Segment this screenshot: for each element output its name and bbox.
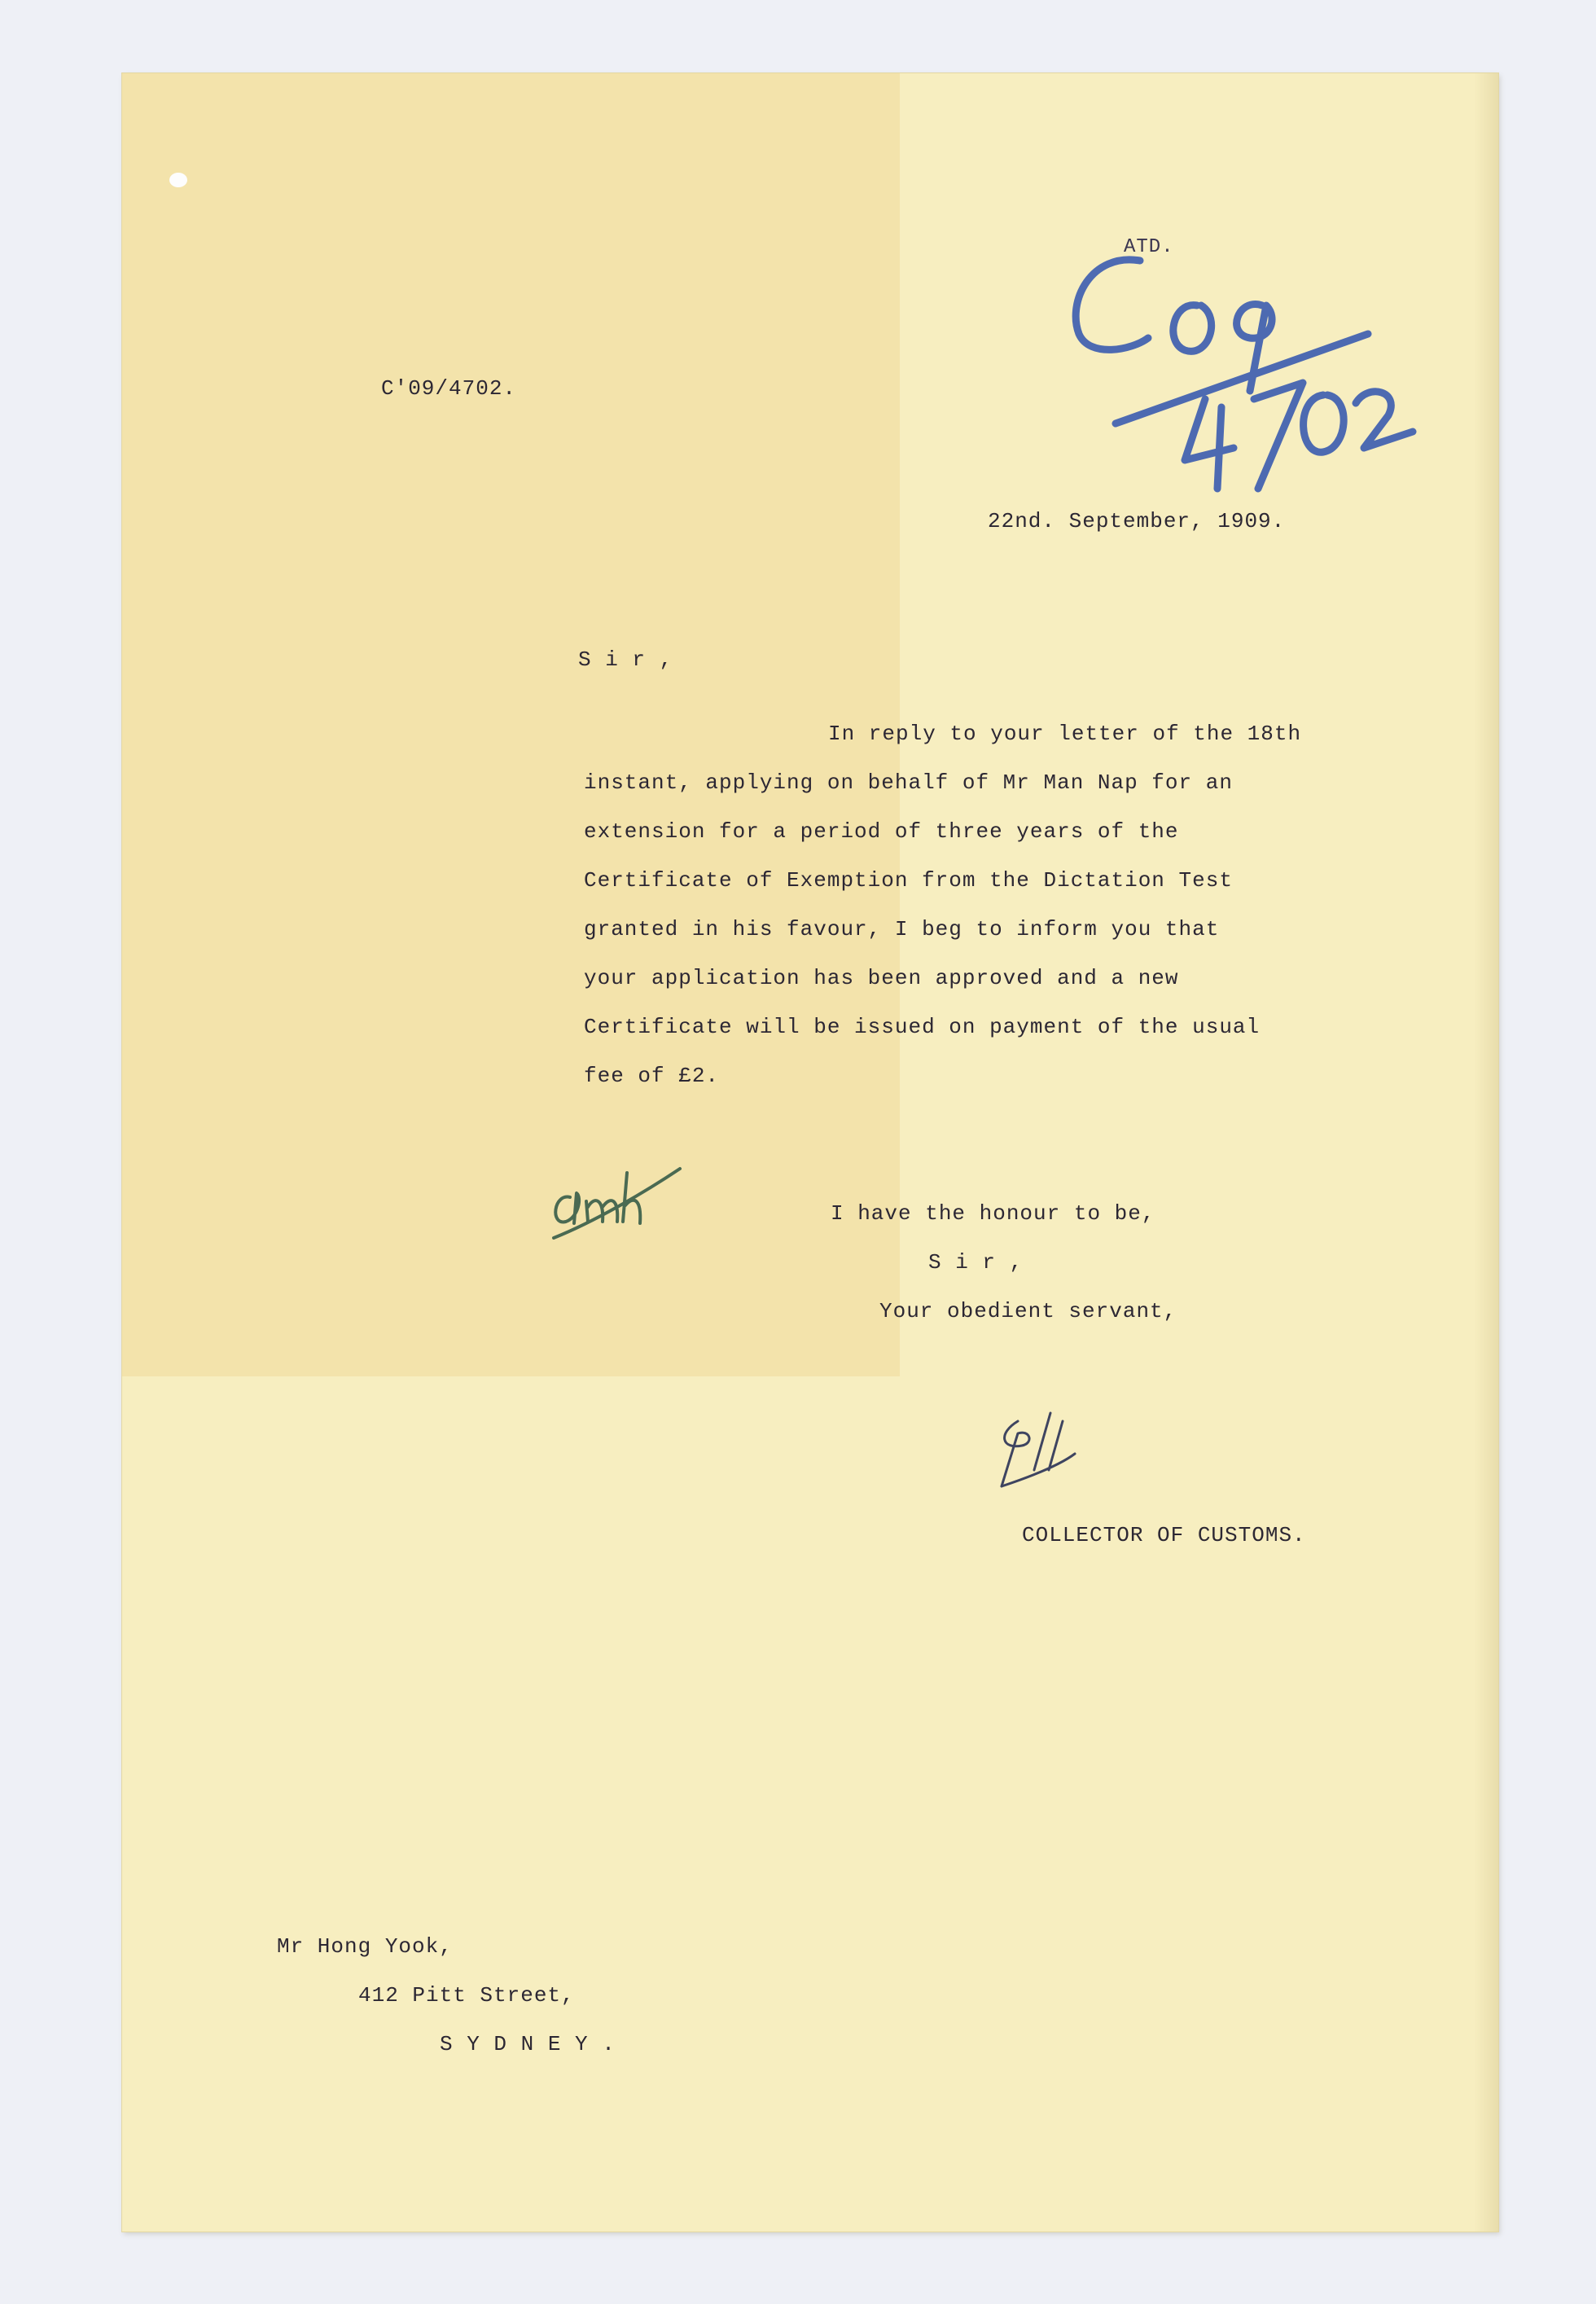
reference-number: C'09/4702. [381,376,517,401]
body-line: instant, applying on behalf of Mr Man Nap for an [584,770,1233,795]
closing-sir: S i r , [928,1250,1024,1275]
body-line: fee of £2. [584,1064,720,1088]
addressee-street: 412 Pitt Street, [358,1983,575,2008]
body-line: Certificate will be issued on payment of the usual [584,1015,1261,1039]
signatory-title: COLLECTOR OF CUSTOMS. [1022,1523,1306,1547]
letter-date: 22nd. September, 1909. [988,509,1286,533]
document-page [122,73,1498,2232]
addressee-name: Mr Hong Yook, [277,1934,453,1959]
closing-line: I have the honour to be, [831,1201,1155,1226]
punch-hole-mark [169,173,187,187]
body-line: In reply to your letter of the 18th [828,722,1302,746]
body-line: extension for a period of three years of the [584,819,1179,844]
closing-servant: Your obedient servant, [879,1299,1177,1323]
body-line: your application has been approved and a new [584,966,1179,990]
signature [985,1405,1091,1494]
paper-edge-shadow [1474,73,1498,2232]
body-line: granted in his favour, I beg to inform you that [584,917,1220,941]
salutation: S i r , [578,647,673,672]
handwritten-file-number [1042,228,1425,505]
stamp-text: ATD. [1124,236,1174,258]
handwritten-initials [537,1148,692,1246]
paper-discoloration [122,73,900,1376]
body-line: Certificate of Exemption from the Dictation Test [584,868,1233,893]
addressee-city: S Y D N E Y . [440,2032,616,2056]
